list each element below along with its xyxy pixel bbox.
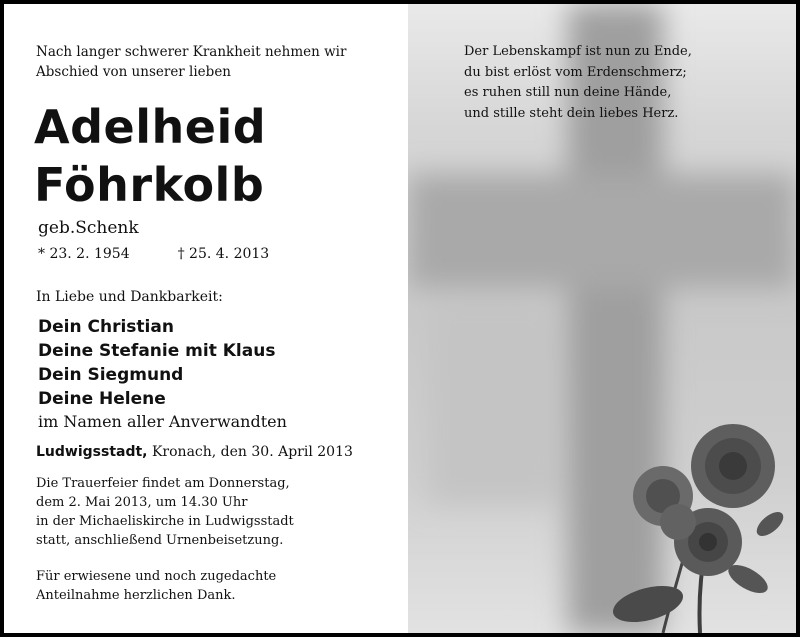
- relatives-text: im Namen aller Anverwandten: [38, 412, 287, 431]
- signatory: Deine Helene: [38, 389, 166, 409]
- intro-line: Nach langer schwerer Krankheit nehmen wir: [36, 44, 347, 60]
- text-column: [4, 4, 408, 633]
- death-date: † 25. 4. 2013: [177, 246, 270, 262]
- verse-text: [464, 42, 692, 124]
- maiden-name: geb.Schenk: [38, 218, 139, 238]
- ceremony-line: statt, anschließend Urnenbeisetzung.: [36, 533, 284, 548]
- signatory: Dein Christian: [38, 317, 174, 337]
- memorial-photo: [408, 4, 796, 633]
- verse-line: und stille steht dein liebes Herz.: [464, 105, 679, 121]
- ceremony-info: [36, 474, 294, 550]
- signatory: Deine Stefanie mit Klaus: [38, 341, 276, 361]
- signatory: Dein Siegmund: [38, 365, 184, 385]
- intro-line: Abschied von unserer lieben: [36, 64, 231, 80]
- thanks-line: Für erwiesene und noch zugedachte: [36, 569, 277, 584]
- deceased-first-name: Adelheid: [34, 100, 267, 154]
- deceased-last-name: Föhrkolb: [34, 158, 265, 212]
- life-dates: [38, 246, 269, 262]
- ceremony-line: in der Michaeliskirche in Ludwigsstadt: [36, 514, 294, 529]
- place-date: [36, 444, 353, 460]
- verse-line: es ruhen still nun deine Hände,: [464, 85, 672, 100]
- place-main: Ludwigsstadt,: [36, 444, 148, 460]
- thanks-text: [36, 567, 276, 605]
- intro-text: [36, 42, 346, 82]
- birth-date: * 23. 2. 1954: [38, 246, 130, 262]
- place-rest: Kronach, den 30. April 2013: [147, 444, 353, 460]
- thanks-line: Anteilnahme herzlichen Dank.: [36, 588, 236, 603]
- ceremony-line: Die Trauerfeier findet am Donnerstag,: [36, 476, 290, 491]
- dedication-text: In Liebe und Dankbarkeit:: [36, 289, 223, 305]
- verse-line: Der Lebenskampf ist nun zu Ende,: [464, 44, 692, 59]
- verse-line: du bist erlöst vom Erdenschmerz;: [464, 64, 687, 80]
- ceremony-line: dem 2. Mai 2013, um 14.30 Uhr: [36, 495, 248, 510]
